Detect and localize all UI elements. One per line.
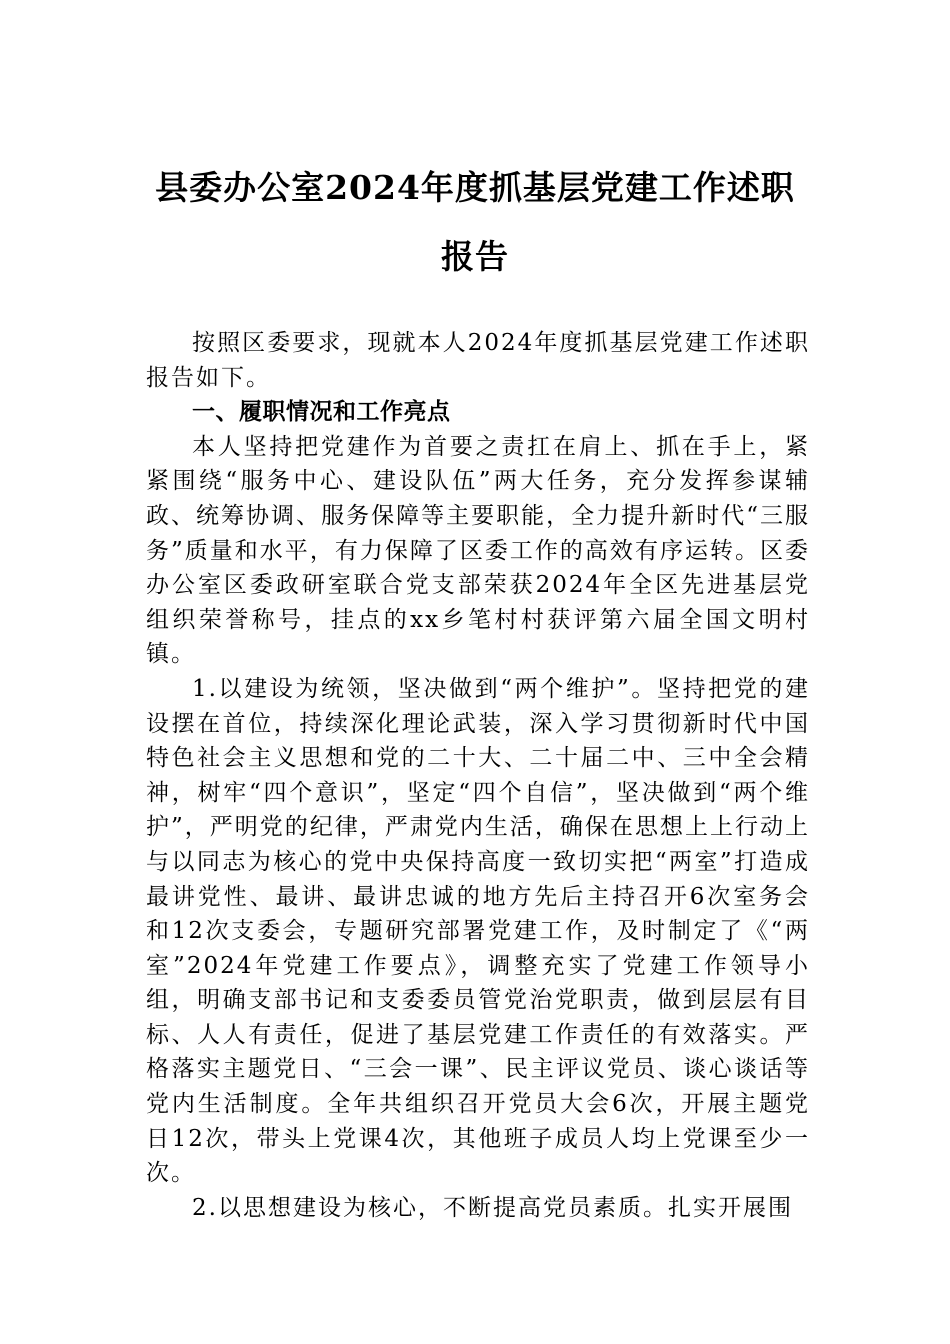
body-paragraph: 1.以建设为统领，坚决做到“两个维护”。坚持把党的建设摆在首位，持续深化理论武装，深入学习贯彻新时代中国特色社会主义思想和党的二十大、二十届二中、三中全会精神，树牢“四个意识”，坚定“四个自信”，坚决做到“两个维护”，严明党的纪律，严肃党内生活，确保在思想上上行动上与以同志为核心的党中央保持高度一致切实把“两室”打造成最讲党性、最讲、最讲忠诚的地方先后主持召开6次室务会和12次支委会，专题研究部署党建工作，及时制定了《“两室”2024年党建工作要点》，调整充实了党建工作领导小组，明确支部书记和支委委员管党治党职责，做到层层有目标、人人有责任，促进了基层党建工作责任的有效落实。严格落实主题党日、“三会一课”、民主评议党员、谈心谈话等党内生活制度。全年共组织召开党员大会6次，开展主题党日12次，带头上党课4次，其他班子成员人均上党课至少一次。 [146,675,810,1187]
document-body [146,326,810,1225]
document-title-line-1: 县委办公室2024年度抓基层党建工作述职 [155,168,795,207]
section-heading: 一、履职情况和工作亮点 [192,399,451,426]
document-title-line-2: 报告 [441,237,509,276]
body-paragraph: 本人坚持把党建作为首要之责扛在肩上、抓在手上，紧紧围绕“服务中心、建设队伍”两大任务，充分发挥参谋辅政、统筹协调、服务保障等主要职能，全力提升新时代“三服务”质量和水平，有力保障了区委工作的高效有序运转。区委办公室区委政研室联合党支部荣获2024年全区先进基层党组织荣誉称号，挂点的xx乡笔村村获评第六届全国文明村镇。 [146,433,810,668]
intro-paragraph: 按照区委要求，现就本人2024年度抓基层党建工作述职报告如下。 [146,330,810,391]
body-paragraph: 2.以思想建设为核心，不断提高党员素质。扎实开展围 [192,1194,793,1221]
